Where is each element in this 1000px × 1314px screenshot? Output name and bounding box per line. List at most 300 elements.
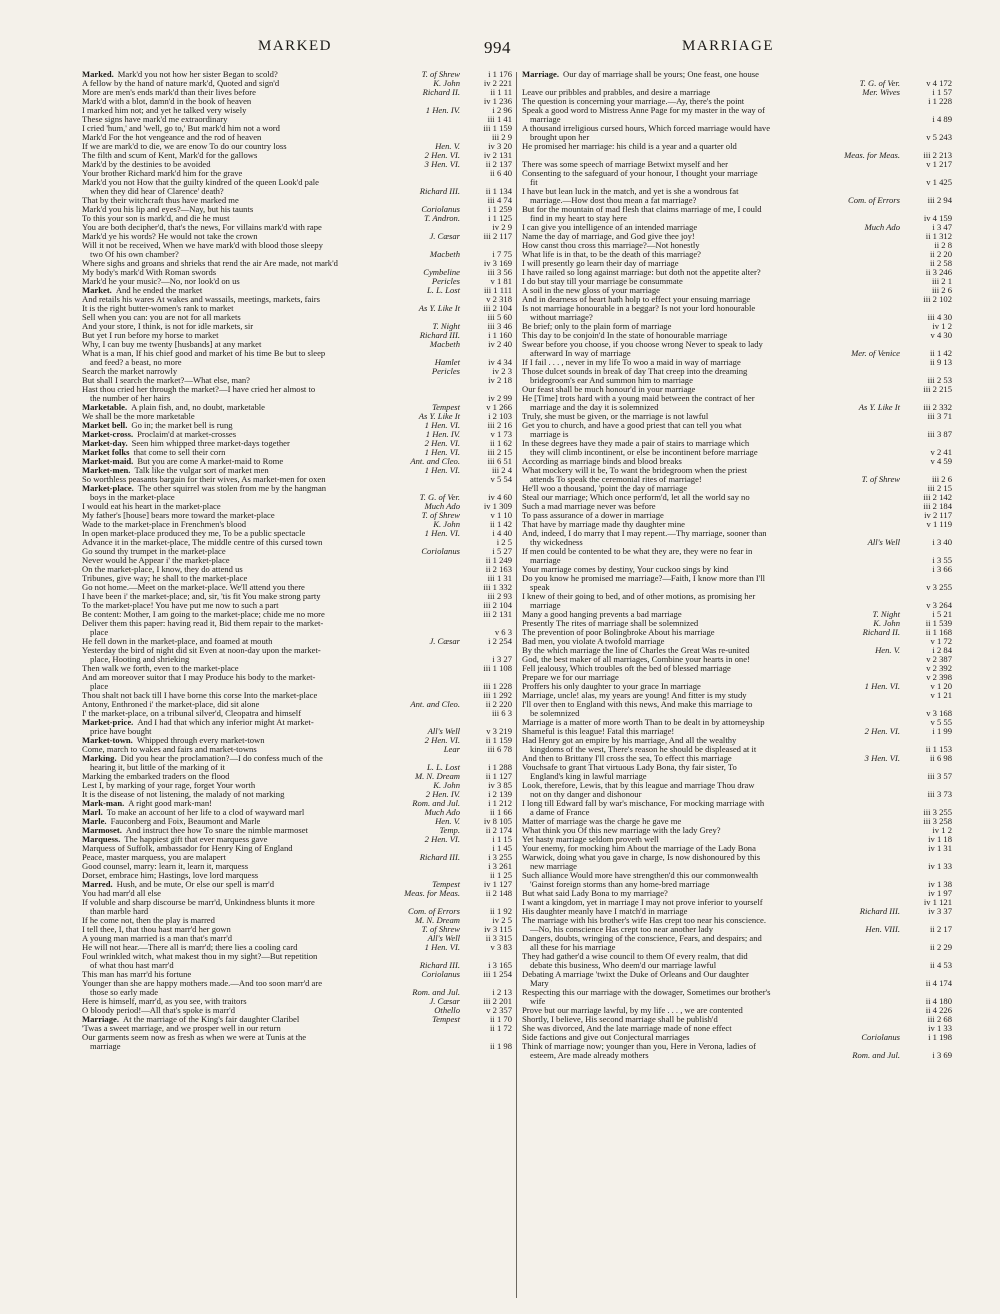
- quotation: when they did hear of Clarence' death?: [90, 187, 224, 196]
- concordance-entry: [522, 709, 952, 718]
- quotation: If men could be contented to be what they are, they were no fear in: [522, 547, 753, 556]
- entry-text: [82, 772, 409, 781]
- header-left-word: MARKED: [258, 38, 333, 54]
- entry-text: [82, 736, 419, 745]
- concordance-entry: [82, 331, 512, 340]
- concordance-entry: [82, 214, 512, 223]
- headword: Marked.: [82, 70, 114, 79]
- act-scene-line: iii 1 111: [483, 286, 512, 295]
- act-scene-line: i 1 160: [488, 331, 512, 340]
- entry-text: [82, 322, 426, 331]
- entry-text: [82, 592, 454, 601]
- entry-text: [82, 205, 415, 214]
- entry-text: [530, 961, 894, 970]
- concordance-entry: [82, 277, 512, 286]
- headword: Market-men.: [82, 466, 131, 475]
- quotation: debate this business, Who deem'd our marriage lawful: [530, 961, 717, 970]
- act-scene-line: v 5 243: [926, 133, 952, 142]
- concordance-entry: [82, 1015, 512, 1024]
- concordance-entry: [522, 160, 952, 169]
- act-scene-line: iii 1 292: [483, 691, 512, 700]
- quotation: I' the market-place, on a tribunal silver'd, Cleopatra and himself: [82, 709, 302, 718]
- entry-text: [522, 286, 894, 295]
- concordance-entry: [82, 736, 512, 745]
- quotation: Side factions and give out Conjectural marriages: [522, 1033, 690, 1042]
- act-scene-line: iv 3 85: [488, 781, 512, 790]
- quotation: I can give you intelligence of an intended marriage: [522, 223, 698, 232]
- quotation: Swear before you choose, if you choose wrong Never to speak to lady: [522, 340, 763, 349]
- act-scene-line: v 1 81: [490, 277, 512, 286]
- quotation: Yet hasty marriage seldom proveth well: [522, 835, 659, 844]
- concordance-entry: [522, 565, 952, 574]
- concordance-entry: [522, 277, 952, 286]
- concordance-entry: [82, 1033, 512, 1042]
- entry-text: [522, 1015, 894, 1024]
- quotation: I have but lean luck in the match, and yet is she a wondrous fat: [522, 187, 739, 196]
- play-reference: Richard III.: [419, 853, 460, 862]
- entry-text: [530, 196, 842, 205]
- entry-text: [522, 142, 894, 151]
- play-reference: Tempest: [432, 880, 460, 889]
- act-scene-line: i 1 57: [932, 88, 952, 97]
- entry-text: [90, 961, 414, 970]
- entry-text: [522, 205, 894, 214]
- entry-text: [90, 988, 406, 997]
- concordance-entry: [522, 187, 952, 196]
- entry-text: [522, 331, 894, 340]
- concordance-entry: [522, 241, 952, 250]
- quotation: without marriage?: [530, 313, 593, 322]
- concordance-entry: [82, 592, 512, 601]
- concordance-entry: [82, 412, 512, 421]
- entry-text: [530, 403, 853, 412]
- act-scene-line: ii 1 62: [490, 439, 512, 448]
- play-reference: All's Well: [427, 934, 460, 943]
- play-reference: 2 Hen. IV.: [425, 790, 460, 799]
- act-scene-line: iv 3 20: [488, 142, 512, 151]
- headword: Market folks: [82, 448, 130, 457]
- concordance-entry: [522, 889, 952, 898]
- quotation: The other squirrel was stolen from me by the hangman: [137, 484, 327, 493]
- play-reference: Much Ado: [424, 502, 460, 511]
- concordance-entry: [522, 268, 952, 277]
- act-scene-line: v 2 392: [926, 664, 952, 673]
- play-reference: Hen. V.: [435, 817, 460, 826]
- quotation: than marble hard: [90, 907, 149, 916]
- play-reference: Com. of Errors: [848, 196, 900, 205]
- act-scene-line: ii 1 42: [930, 349, 952, 358]
- concordance-entry: [522, 871, 952, 880]
- concordance-entry: [82, 907, 512, 916]
- play-reference: Macbeth: [429, 340, 460, 349]
- entry-text: [522, 1042, 894, 1051]
- concordance-entry: [522, 880, 952, 889]
- quotation: Think of marriage now; younger than you, Here in Verona, ladies of: [522, 1042, 756, 1051]
- act-scene-line: iv 3 115: [484, 925, 512, 934]
- quotation: Deliver them this paper: having read it, Bid them repair to the market-: [82, 619, 324, 628]
- act-scene-line: ii 1 92: [490, 907, 512, 916]
- entry-text: [82, 313, 454, 322]
- quotation: Mary: [530, 979, 549, 988]
- act-scene-line: ii 3 246: [925, 268, 952, 277]
- act-scene-line: iii 1 159: [483, 124, 512, 133]
- act-scene-line: v 1 119: [926, 520, 952, 529]
- concordance-entry: [522, 655, 952, 664]
- concordance-entry: [82, 205, 512, 214]
- entry-text: [522, 457, 894, 466]
- concordance-entry: [522, 421, 952, 430]
- quotation: What think you Of this new marriage with the lady Grey?: [522, 826, 721, 835]
- quotation: of what thou hast marr'd: [90, 961, 174, 970]
- entry-text: [82, 997, 423, 1006]
- quotation: That by their witchcraft thus have marked me: [82, 196, 239, 205]
- concordance-entry: [82, 997, 512, 1006]
- entry-text: [90, 682, 454, 691]
- act-scene-line: iv 4 60: [488, 493, 512, 502]
- quotation: God, the best maker of all marriages, Combine your hearts in one!: [522, 655, 750, 664]
- act-scene-line: ii 6 98: [930, 754, 952, 763]
- concordance-entry: [82, 511, 512, 520]
- entry-text: [82, 439, 419, 448]
- quotation: 'Gainst foreign storms than any home-bred marriage: [530, 880, 710, 889]
- act-scene-line: iii 4 74: [487, 196, 512, 205]
- entry-text: [522, 277, 894, 286]
- act-scene-line: i 3 261: [488, 862, 512, 871]
- entry-text: [522, 322, 894, 331]
- quotation: marriage is: [530, 430, 569, 439]
- quotation: Mark'd you not how her sister Began to scold?: [117, 70, 278, 79]
- quotation: I marked him not; and yet he talked very wisely: [82, 106, 247, 115]
- entry-text: [530, 313, 894, 322]
- play-reference: Lear: [443, 745, 460, 754]
- concordance-entry: [82, 457, 512, 466]
- entry-text: [530, 583, 894, 592]
- play-reference: T. Andron.: [424, 214, 460, 223]
- quotation: Prove but our marriage lawful, by my life . . . , we are contented: [522, 1006, 743, 1015]
- concordance-entry: [522, 475, 952, 484]
- entry-text: [530, 862, 894, 871]
- play-reference: Rom. and Jul.: [852, 1051, 900, 1060]
- entry-text: [530, 943, 894, 952]
- entry-text: [90, 628, 454, 637]
- quotation: afterward In way of marriage: [530, 349, 631, 358]
- entry-text: [530, 178, 894, 187]
- entry-text: [82, 421, 419, 430]
- act-scene-line: iv 2 18: [488, 376, 512, 385]
- act-scene-line: i 3 27: [492, 655, 512, 664]
- quotation: marriage: [530, 556, 561, 565]
- concordance-entry: [82, 313, 512, 322]
- quotation: Matter of marriage was the charge he gave me: [522, 817, 682, 826]
- act-scene-line: v 2 387: [926, 655, 952, 664]
- quotation: Mark'd you not How that the guilty kindred of the queen Look'd pale: [82, 178, 319, 187]
- concordance-entry: [522, 826, 952, 835]
- quotation: Vouchsafe to grant That virtuous Lady Bona, thy fair sister, To: [522, 763, 737, 772]
- quotation: thy wickedness: [530, 538, 583, 547]
- quotation: His daughter meanly have I match'd in marriage: [522, 907, 688, 916]
- entry-text: [522, 97, 894, 106]
- concordance-entry: [522, 142, 952, 151]
- entry-text: [530, 214, 894, 223]
- concordance-entry: [82, 970, 512, 979]
- entry-text: [82, 295, 454, 304]
- quotation: place, Hooting and shrieking: [90, 655, 190, 664]
- concordance-entry: [522, 664, 952, 673]
- concordance-entry: [522, 988, 952, 997]
- quotation: I do but stay till your marriage be consummate: [522, 277, 683, 286]
- concordance-entry: [82, 718, 512, 727]
- act-scene-line: i 2 96: [492, 106, 512, 115]
- act-scene-line: iii 3 56: [487, 268, 512, 277]
- concordance-entry: [82, 268, 512, 277]
- concordance-entry: [522, 862, 952, 871]
- play-reference: K. John: [433, 520, 460, 529]
- quotation: Leave our pribbles and prabbles, and desire a marriage: [522, 88, 711, 97]
- concordance-entry: [522, 907, 952, 916]
- concordance-entry: [522, 745, 952, 754]
- quotation: Shortly, I believe, His second marriage shall be publish'd: [522, 1015, 718, 1024]
- act-scene-line: ii 1 153: [925, 745, 952, 754]
- play-reference: 1 Hen. IV.: [425, 106, 460, 115]
- play-reference: Hen. V.: [435, 142, 460, 151]
- quotation: Truly, she must be given, or the marriage is not lawful: [522, 412, 709, 421]
- quotation: Wade to the market-place in Frenchmen's blood: [82, 520, 247, 529]
- play-reference: Richard III.: [419, 331, 460, 340]
- quotation: Will it not be received, When we have mark'd with blood those sleepy: [82, 241, 323, 250]
- act-scene-line: iii 2 104: [483, 304, 512, 313]
- concordance-entry: [82, 1024, 512, 1033]
- concordance-entry: [82, 655, 512, 664]
- entry-text: [522, 844, 894, 853]
- quotation: If he come not, then the play is marred: [82, 916, 215, 925]
- concordance-entry: [522, 574, 952, 583]
- entry-text: [82, 862, 454, 871]
- concordance-entry: [82, 556, 512, 565]
- entry-text: [522, 664, 894, 673]
- entry-text: [82, 970, 415, 979]
- entry-text: [90, 394, 454, 403]
- concordance-entry: [82, 466, 512, 475]
- entry-text: [82, 367, 426, 376]
- concordance-entry: [82, 448, 512, 457]
- quotation: She was divorced, And the late marriage made of none effect: [522, 1024, 732, 1033]
- concordance-entry: [82, 160, 512, 169]
- quotation: And, indeed, I do marry that I may repent.—Thy marriage, sooner than: [522, 529, 767, 538]
- concordance-entry: [522, 844, 952, 853]
- act-scene-line: iii 3 73: [927, 790, 952, 799]
- quotation: Marquess of Suffolk, ambassador for Henry King of England: [82, 844, 293, 853]
- concordance-entry: [522, 169, 952, 178]
- headword: Mark-man.: [82, 799, 125, 808]
- act-scene-line: iii 2 201: [483, 997, 512, 1006]
- quotation: Dorset, embrace him; Hastings, love lord marquess: [82, 871, 259, 880]
- entry-text: [82, 844, 454, 853]
- act-scene-line: iii 3 71: [927, 412, 952, 421]
- act-scene-line: i 2 103: [488, 412, 512, 421]
- entry-text: [82, 583, 454, 592]
- act-scene-line: i 3 255: [488, 853, 512, 862]
- concordance-entry: [82, 376, 512, 385]
- concordance-entry: [82, 574, 512, 583]
- play-reference: As Y. Like It: [858, 403, 900, 412]
- concordance-entry: [82, 565, 512, 574]
- concordance-entry: [522, 682, 952, 691]
- concordance-entry: [82, 808, 512, 817]
- entry-text: [522, 934, 894, 943]
- quotation: I have railed so long against marriage: but doth not the appetite alter?: [522, 268, 761, 277]
- entry-text: [82, 232, 423, 241]
- act-scene-line: iii 2 215: [923, 385, 952, 394]
- act-scene-line: i 1 288: [488, 763, 512, 772]
- play-reference: Rom. and Jul.: [412, 799, 460, 808]
- concordance-entry: [82, 853, 512, 862]
- quotation: But for the mountain of mad flesh that claims marriage of me, I could: [522, 205, 762, 214]
- quotation: To this your son is mark'd, and die he must: [82, 214, 230, 223]
- act-scene-line: i 1 198: [928, 1033, 952, 1042]
- entry-text: [82, 1033, 454, 1042]
- concordance-entry: [82, 475, 512, 484]
- concordance-entry: [82, 97, 512, 106]
- headword: Marle.: [82, 817, 107, 826]
- act-scene-line: ii 1 539: [925, 619, 952, 628]
- quotation: I would eat his heart in the market-place: [82, 502, 221, 511]
- act-scene-line: ii 2 220: [485, 700, 512, 709]
- concordance-entry: [522, 493, 952, 502]
- act-scene-line: v 5 54: [490, 475, 512, 484]
- play-reference: Meas. for Meas.: [844, 151, 900, 160]
- play-reference: 2 Hen. VI.: [424, 736, 460, 745]
- act-scene-line: iii 2 53: [927, 376, 952, 385]
- concordance-entry: [522, 997, 952, 1006]
- act-scene-line: iii 2 213: [923, 151, 952, 160]
- quotation: What life is in that, to be the death of this marriage?: [522, 250, 701, 259]
- concordance-entry: [522, 367, 952, 376]
- act-scene-line: iv 1 2: [932, 826, 952, 835]
- quotation: Your enemy, for mocking him About the marriage of the Lady Bona: [522, 844, 756, 853]
- quotation: two Of his own chamber?: [90, 250, 179, 259]
- concordance-entry: [522, 430, 952, 439]
- entry-text: [522, 187, 894, 196]
- play-reference: Ant. and Cleo.: [410, 700, 460, 709]
- act-scene-line: iii 5 60: [487, 313, 512, 322]
- act-scene-line: ii 2 17: [930, 925, 952, 934]
- quotation: Mark'd For the hot vengeance and the rod of heaven: [82, 133, 262, 142]
- play-reference: L. L. Lost: [427, 286, 460, 295]
- act-scene-line: ii 1 66: [490, 808, 512, 817]
- entry-text: [522, 970, 894, 979]
- concordance-entry: [82, 358, 512, 367]
- entry-text: [522, 637, 894, 646]
- concordance-entry: [82, 790, 512, 799]
- entry-text: [530, 880, 894, 889]
- quotation: I'll over then to England with this news, And make this marriage to: [522, 700, 753, 709]
- quotation: Look, therefore, Lewis, that by this league and marriage Thou draw: [522, 781, 755, 790]
- entry-text: [522, 511, 894, 520]
- entry-text: [522, 1006, 894, 1015]
- play-reference: Richard III.: [419, 961, 460, 970]
- quotation: What mockery will it be, To want the bridegroom when the priest: [522, 466, 748, 475]
- entry-text: [530, 430, 894, 439]
- act-scene-line: i 3 47: [932, 223, 952, 232]
- act-scene-line: iv 2 5: [492, 916, 512, 925]
- concordance-entry: [82, 187, 512, 196]
- quotation: Many a good hanging prevents a bad marriage: [522, 610, 682, 619]
- quotation: Such alliance Would more have strengthen'd this our commonwealth: [522, 871, 759, 880]
- entry-text: [522, 241, 894, 250]
- act-scene-line: ii 3 315: [485, 934, 512, 943]
- entry-text: [82, 718, 454, 727]
- entry-text: [82, 151, 419, 160]
- entry-text: [82, 916, 409, 925]
- entry-text: [82, 79, 427, 88]
- play-reference: T. Night: [872, 610, 900, 619]
- entry-text: [90, 187, 414, 196]
- play-reference: Hen. VIII.: [865, 925, 900, 934]
- entry-text: [522, 1033, 855, 1042]
- act-scene-line: iii 2 6: [931, 475, 952, 484]
- act-scene-line: ii 1 98: [490, 1042, 512, 1051]
- quotation: marriage.—How dost thou mean a fat marriage?: [530, 196, 697, 205]
- act-scene-line: iv 1 33: [928, 862, 952, 871]
- entry-text: [82, 196, 454, 205]
- quotation: Go not home.—Meet on the market-place. We'll attend you there: [82, 583, 305, 592]
- concordance-entry: [522, 484, 952, 493]
- entry-text: [82, 1006, 428, 1015]
- quotation: the number of her hairs: [90, 394, 171, 403]
- act-scene-line: v 6 3: [494, 628, 512, 637]
- quotation: attends To speak the ceremonial rites of marriage!: [530, 475, 702, 484]
- concordance-entry: [522, 808, 952, 817]
- entry-text: [82, 520, 427, 529]
- quotation: This day to be conjoin'd In the state of honourable marriage: [522, 331, 728, 340]
- quotation: Our day of marriage shall be yours; One feast, one house: [562, 70, 759, 79]
- act-scene-line: iii 2 104: [483, 601, 512, 610]
- play-reference: M. N. Dream: [414, 772, 460, 781]
- act-scene-line: iii 2 1: [931, 277, 952, 286]
- act-scene-line: ii 1 127: [485, 772, 512, 781]
- entry-text: [522, 106, 894, 115]
- act-scene-line: ii 2 148: [485, 889, 512, 898]
- concordance-entry: [82, 691, 512, 700]
- quotation: I will presently go learn their day of marriage: [522, 259, 679, 268]
- act-scene-line: v 2 318: [486, 295, 512, 304]
- concordance-entry: [82, 754, 512, 763]
- concordance-entry: [82, 439, 512, 448]
- quotation: But you are come A market-maid to Rome: [137, 457, 284, 466]
- concordance-entry: [522, 592, 952, 601]
- play-reference: Coriolanus: [421, 547, 460, 556]
- quotation: My body's mark'd With Roman swords: [82, 268, 217, 277]
- quotation: According as marriage binds and blood breaks: [522, 457, 682, 466]
- act-scene-line: iv 4 34: [488, 358, 512, 367]
- right-column: [522, 70, 952, 1300]
- entry-text: [530, 709, 894, 718]
- quotation: Hush, and be mute, Or else our spell is marr'd: [116, 880, 275, 889]
- entry-text: [82, 637, 423, 646]
- entry-text: [90, 358, 429, 367]
- headword: Market-maid.: [82, 457, 134, 466]
- concordance-entry: [522, 763, 952, 772]
- concordance-entry: [82, 286, 512, 295]
- headword: Market-place.: [82, 484, 134, 493]
- concordance-entry: [82, 169, 512, 178]
- entry-text: [82, 304, 413, 313]
- entry-text: [82, 97, 454, 106]
- quotation: To the market-place! You have put me now to such a part: [82, 601, 279, 610]
- quotation: Steal our marriage; Which once perform'd, let all the world say no: [522, 493, 750, 502]
- concordance-entry: [82, 925, 512, 934]
- concordance-entry: [82, 862, 512, 871]
